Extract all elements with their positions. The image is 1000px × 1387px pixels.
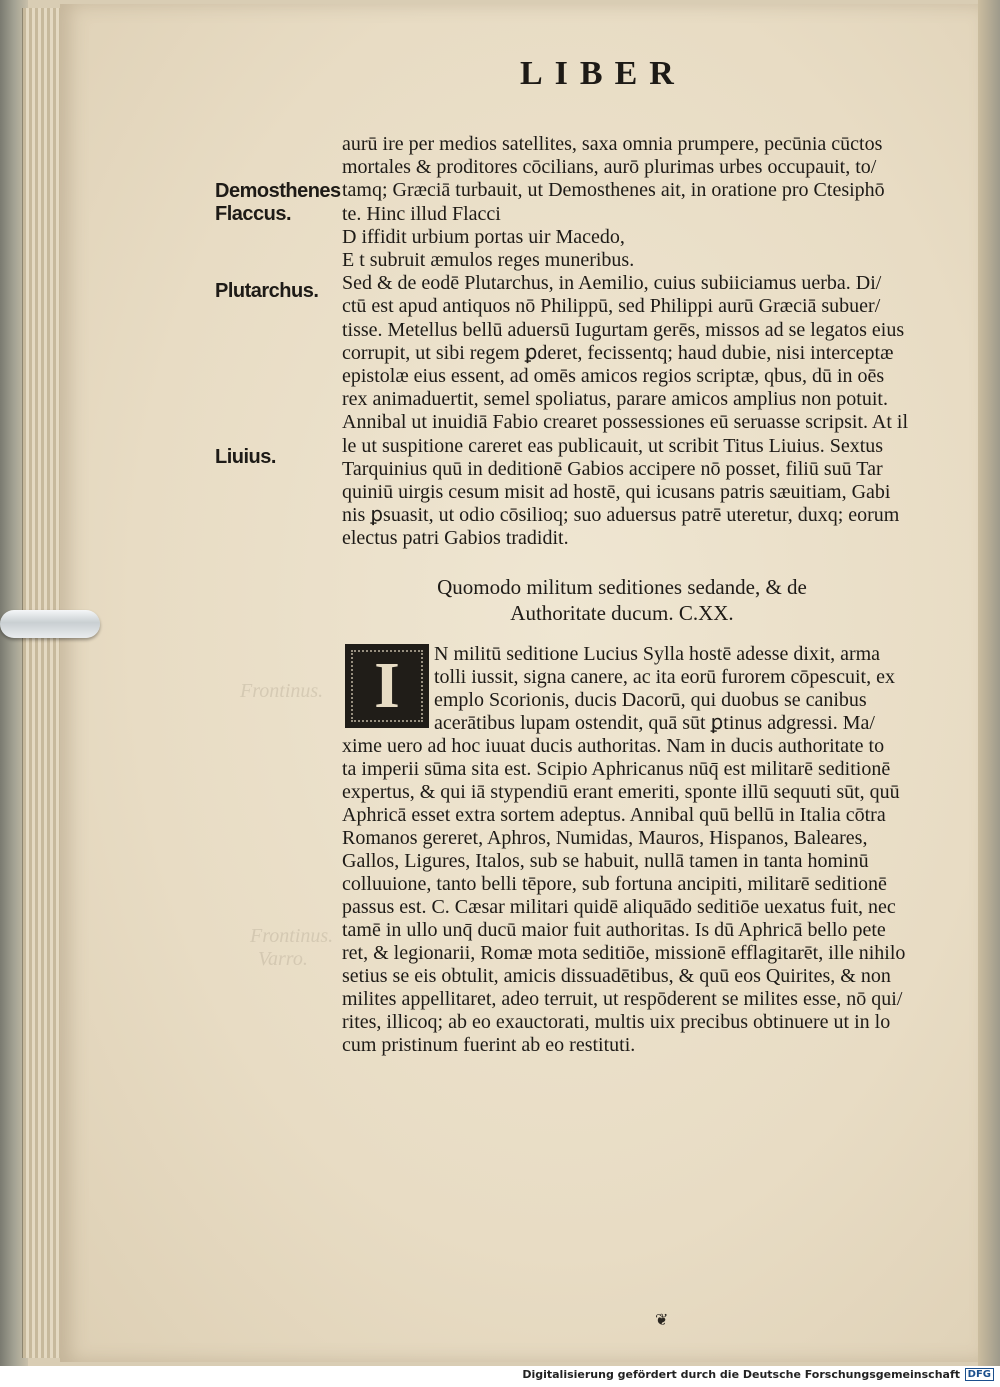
text-line: electus patri Gabios tradidit.	[342, 527, 569, 550]
text-line: setius se eis obtulit, amicis dissuadētibus, & quū eos Quirites, & non	[342, 965, 891, 987]
text-line: tamē in ullo unq̄ ducū maior fuit authoritas. Is dū Aphricā bello pete	[342, 919, 886, 941]
chapter-heading-line: Authoritate ducum. C.XX.	[510, 601, 734, 625]
text-line: tolli iussit, signa canere, ac ita eorū furorem cōpescuit, ex	[434, 666, 895, 688]
text-line: rites, illicoq; ab eo exauctorati, multis uix precibus obtinuere ut in lo	[342, 1011, 891, 1033]
text-line: cum pristinum fuerint ab eo restituti.	[342, 1034, 636, 1056]
text-line: Romanos gereret, Aphros, Numidas, Mauros, Hispanos, Baleares,	[342, 827, 868, 849]
text-line: Annibal ut inuidiā Fabio crearet possessiones eū seruasse scripsit. At il	[342, 411, 909, 434]
text-line: ctū est apud antiquos nō Philippū, sed Philippi aurū Græciā subuer/	[342, 295, 881, 318]
margin-note: Demosthenes	[215, 180, 341, 202]
text-line: tisse. Metellus bellū aduersū Iugurtam gerēs, missos ad se legatos eius	[342, 318, 905, 341]
text-line: aurū ire per medios satellites, saxa omnia prumpere, pecūnia cūctos	[342, 133, 883, 155]
page-header: LIBER	[520, 55, 686, 92]
text-line: passus est. C. Cæsar militari quidē aliquādo seditiōe uexatus fuit, nec	[342, 896, 896, 918]
footer-credit: Digitalisierung gefördert durch die Deutsche Forschungsgemeinschaft	[522, 1368, 960, 1381]
bleed-through-text: Frontinus.	[240, 680, 324, 702]
text-line: xime uero ad hoc iuuat ducis authoritas. Nam in ducis authoritate to	[342, 735, 885, 757]
text-line: E t subruit æmulos reges muneribus.	[342, 249, 635, 271]
text-line: epistolæ eius essent, ad omēs amicos regios scriptæ, qbus, dū in oēs	[342, 365, 885, 387]
text-line: tamq; Græciā turbauit, ut Demosthenes ait, in oratione pro Ctesiphō	[342, 179, 885, 202]
text-line: rex animaduertit, semel spoliatus, parare amicos amplius non potuit.	[342, 388, 888, 411]
text-line: Aphricā esset extra sortem adeptus. Annibal quū bellū in Italia cōtra	[342, 804, 886, 826]
text-line: ret, & legionarii, Romæ mota seditiōe, missionē efflagitarēt, ille nihilo	[342, 942, 906, 964]
text-line: le ut suspitione careret eas publicauit, ut scribit Titus Liuius. Sextus	[342, 434, 884, 457]
text-line: N militū seditione Lucius Sylla hostē adesse dixit, arma	[434, 643, 881, 665]
text-line: emplo Scorionis, ducis Dacorū, qui duobus se canibus	[434, 689, 867, 711]
margin-note: Plutarchus.	[215, 280, 319, 302]
margin-note: Liuius.	[215, 446, 276, 468]
text-line: te. Hinc illud Flacci	[342, 202, 501, 225]
text-line: Sed & de eodē Plutarchus, in Aemilio, cuius subiiciamus uerba. Di/	[342, 272, 882, 295]
margin-note: Flaccus.	[215, 203, 292, 225]
page-edge	[978, 0, 1000, 1366]
bleed-through-text: Frontinus.	[250, 925, 334, 947]
bleed-through-text: Varro.	[258, 948, 308, 970]
glass-rod	[0, 610, 100, 638]
text-line: quiniū uirgis cesum misit ad hostē, qui icusans patris sæuitiam, Gabi	[342, 481, 891, 503]
text-line: colluuione, tanto belli tēpore, sub fortuna ancipiti, militarē seditionē	[342, 873, 887, 895]
text-line: D iffidit urbium portas uir Macedo,	[342, 225, 625, 248]
text-line: corrupit, ut sibi regem ꝑderet, fecissentq; haud dubie, nisi interceptæ	[342, 341, 894, 364]
text-line: Gallos, Ligures, Italos, sub se habuit, nullā tamen in tanta hominū	[342, 850, 869, 872]
page-mark: ❦	[655, 1312, 669, 1329]
text-line: milites appellitaret, adeo terruit, ut respōderent se milites esse, nō qui/	[342, 988, 903, 1010]
text-line: expertus, & qui iā stypendiū erant emeriti, sponte illū sequuti sūt, quū	[342, 781, 900, 803]
text-line: ta imperii sūma sita est. Scipio Aphricanus nūq̄ est militarē seditionē	[342, 758, 891, 780]
text-line: mortales & proditores cōcilians, aurō plurimas urbes occupauit, to/	[342, 156, 877, 179]
text-line: nis ꝑsuasit, ut odio cōsilioq; suo aduersus patrē uteretur, duxq; eorum	[342, 504, 900, 527]
dfg-logo: DFG	[965, 1368, 994, 1381]
chapter-heading-line: Quomodo militum seditiones sedande, & de	[437, 575, 807, 599]
text-line: Tarquinius quū in deditionē Gabios accipere nō posset, filiū suū Tar	[342, 457, 883, 480]
text-line: acerātibus lupam ostendit, quā sūt ꝑtinus adgressi. Ma/	[434, 712, 875, 734]
decorated-initial: I	[345, 644, 429, 728]
